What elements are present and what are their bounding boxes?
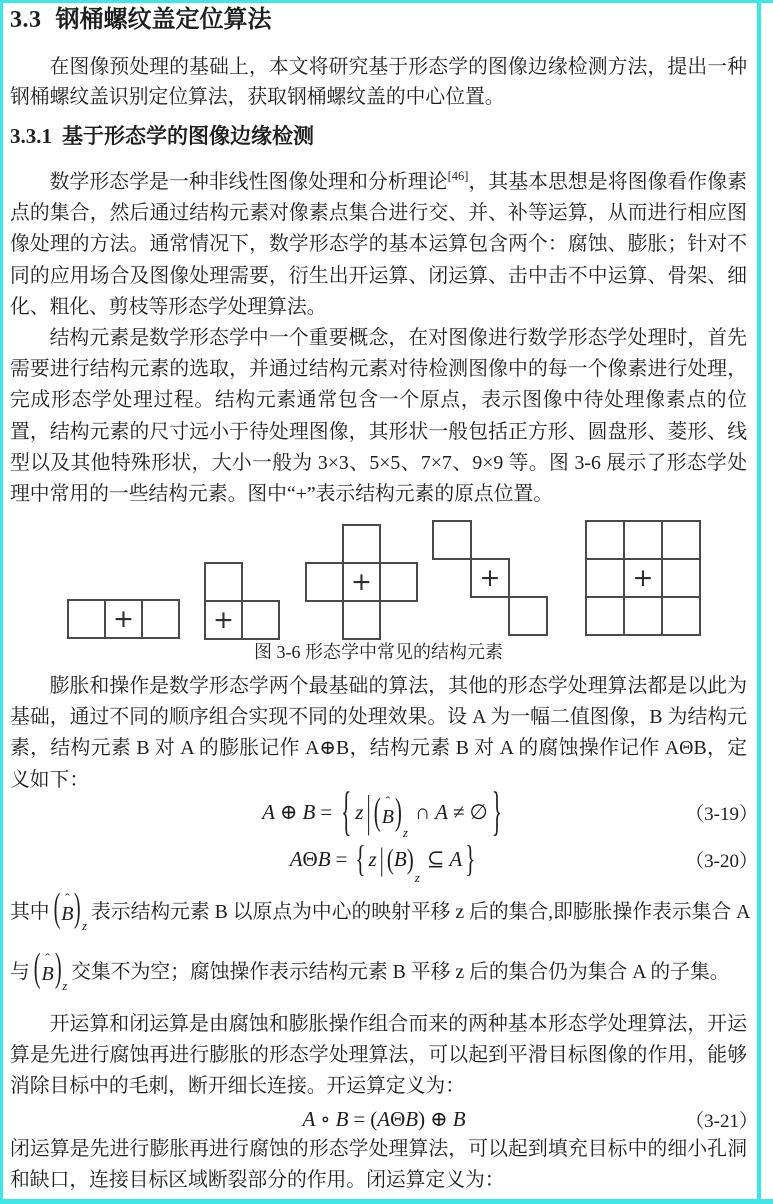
section-title: 钢桶螺纹盖定位算法 (55, 7, 272, 33)
subscript-z: z (414, 869, 420, 885)
equation-3-19 (10, 778, 758, 846)
left-paren: ( (33, 946, 41, 990)
paragraph-intro: 在图像预处理的基础上，本文将研究基于形态学的图像边缘检测方法，提出一种钢桶螺纹盖识别定位算法，获取钢桶螺纹盖的中心位置。 (10, 56, 747, 108)
subsection-title: 基于形态学的图像边缘检测 (62, 124, 314, 148)
left-paren: ( (373, 789, 381, 833)
figure-origin-cell (204, 600, 243, 640)
figure-cell (241, 600, 280, 640)
math-var: z (355, 799, 364, 824)
math-var: B (302, 799, 316, 824)
right-paren: ) (418, 1106, 426, 1131)
such-that-bar: | (366, 785, 371, 837)
equation-number: （3-21） (685, 1110, 758, 1132)
b-hat (381, 794, 394, 828)
subscript-z: z (82, 918, 88, 933)
theta-operator: Θ (302, 846, 318, 871)
equation-3-21-body (302, 1107, 465, 1132)
left-brace: { (341, 780, 352, 842)
left-paren: ( (386, 842, 394, 875)
section-number: 3.3 (10, 7, 42, 33)
left-paren: ( (370, 1106, 378, 1131)
subscript-z: z (62, 978, 68, 993)
ring-operator: ∘ (320, 1106, 331, 1131)
theta-operator: Θ (390, 1106, 406, 1131)
left-paren: ( (53, 886, 61, 930)
subset-operator: ⊆ (426, 846, 445, 871)
math-var: A (435, 799, 448, 824)
paragraph-morphology-text-2: ，其基本思想是将图像看作像素点的集合，然后通过结构元素对像素点集合进行交、并、补等运算，从而进行相应图像处理的方法。通常情况下，数学形态学的基本运算包含两个：腐蚀、膨胀；针对不同的应用场合及图像处理需要，衍生出开运算、闭运算、击中击不中运算、骨架、细化、粗化、剪枝等形态学处理算法。 (10, 171, 747, 318)
figure-cell (342, 524, 381, 564)
equals-sign: = (320, 799, 333, 824)
math-var: B (452, 1106, 466, 1131)
left-brace: { (355, 837, 366, 880)
figure-3-6 (0, 515, 773, 641)
math-var: B (335, 1106, 349, 1131)
such-that-bar: | (379, 840, 384, 877)
subsection-number: 3.3.1 (10, 124, 52, 148)
equation-3-19-body (262, 780, 506, 842)
figure-cell (661, 558, 701, 598)
section-heading-3-3 (10, 6, 747, 34)
paragraph-closing-operation: 闭运算是先进行膨胀再进行腐蚀的形态学处理算法，可以起到填充目标中的细小孔洞和缺口，连接目标区域断裂部分的作用。闭运算定义为： (10, 1138, 747, 1192)
figure-cell (141, 599, 180, 639)
figure-cell (623, 596, 663, 636)
equation-number: （3-19） (685, 803, 758, 825)
figure-caption: 图 3-6 形态学中常见的结构元素 (254, 642, 503, 662)
figure-cell (305, 562, 344, 602)
figure-cell (379, 562, 418, 602)
paragraph-morphology-text: 数学形态学是一种非线性图像处理和分析理论 (49, 171, 448, 193)
figure-cell (585, 596, 625, 636)
equation-3-20 (10, 837, 758, 885)
math-var: A (262, 799, 275, 824)
figure-origin-cell (342, 562, 381, 602)
paragraph-structuring-element: 结构元素是数学形态学中一个重要概念，在对图像进行数学形态学处理时，首先需要进行结构元素的选取，并通过结构元素对待检测图像中的每一个像素进行处理，完成形态学处理过程。结构元素通常包含一个原点，表示图像中待处理像素点的位置，结构元素的尺寸远小于待处理图像，其形状一般包括正方形、圆盘形、菱形、线型以及其他特殊形状，大小一般为 3×3、5×5、7×7、9×9 等。图 3-6 展示了形态学处理中常用的一些结构元素。图中“+”表示结构元素的原点位置。 (10, 327, 747, 506)
math-var: A (377, 1106, 391, 1131)
figure-cell (661, 596, 701, 636)
b-hat-inline-math (53, 886, 88, 933)
hat-accent: ˆ (45, 951, 50, 967)
b-hat-inline-math (33, 946, 68, 993)
figure-cell (204, 562, 243, 602)
paragraph-definition-line-1 (10, 883, 751, 935)
paragraph-definition-line-2 (10, 943, 747, 995)
figure-cell (585, 558, 625, 598)
b-hat (41, 951, 54, 985)
math-var: B (61, 902, 74, 925)
intersection-operator: ∩ (414, 799, 431, 824)
page-border-bottom (0, 1199, 773, 1204)
right-paren: ) (406, 842, 414, 875)
origin-marker: + (351, 566, 372, 596)
figure-cell (342, 600, 381, 640)
paragraph-opening-closing: 开运算和闭运算是由腐蚀和膨胀操作组合而来的两种基本形态学处理算法，开运算是先进行腐蚀再进行膨胀的形态学处理算法，可以起到平滑目标图像的作用，能够消除目标中的毛刺，断开细长连接。开运算定义为： (10, 1013, 747, 1098)
b-hat (61, 891, 74, 925)
figure-origin-cell (623, 558, 663, 598)
origin-marker: + (113, 603, 134, 633)
figure-origin-cell (104, 599, 143, 639)
right-brace: } (465, 837, 476, 880)
figure-cell (661, 520, 701, 560)
figure-cell (432, 520, 472, 560)
math-var: B (41, 962, 54, 985)
text-segment: 表示结构元素 B 以原点为中心的映射平移 z 后的集合,即膨胀操作表示集合 A (91, 900, 751, 923)
oplus-operator: ⊕ (279, 799, 298, 824)
math-var: B (381, 805, 394, 828)
figure-cell (67, 599, 106, 639)
right-brace: } (491, 780, 502, 842)
equals-sign: = (353, 1106, 366, 1131)
math-var: z (368, 846, 377, 871)
math-var: A (449, 846, 463, 871)
page-border-top (0, 0, 773, 3)
text-segment: 与 (10, 960, 30, 983)
math-var: B (393, 846, 407, 871)
figure-cell (585, 520, 625, 560)
paragraph-morphology (10, 167, 747, 323)
empty-set-symbol: ∅ (469, 799, 488, 824)
origin-marker: + (213, 604, 234, 634)
not-equal-sign: ≠ (452, 799, 465, 824)
math-var: B (405, 1106, 419, 1131)
right-paren: ( (74, 886, 82, 930)
text-segment: 交集不为空；腐蚀操作表示结构元素 B 平移 z 后的集合仍为集合 A 的子集。 (71, 960, 730, 983)
right-paren: ) (394, 789, 402, 833)
figure-cell (623, 520, 663, 560)
equation-3-21 (10, 1103, 758, 1135)
citation-46: [46] (447, 169, 469, 183)
hat-accent: ˆ (65, 891, 70, 907)
right-paren: ( (54, 946, 62, 990)
hat-accent: ˆ (385, 794, 391, 810)
origin-marker: + (479, 562, 501, 592)
paragraph-dilation-erosion: 膨胀和操作是数学形态学两个最基础的算法，其他的形态学处理算法都是以此为基础，通过不同的顺序组合实现不同的处理效果。设 A 为一幅二值图像，B 为结构元素，结构元素 B 对 A 的膨胀记作 A⊕B，结构元素 B 对 A 的腐蚀操作记作 AΘB，定义如下： (10, 675, 747, 791)
origin-marker: + (632, 562, 654, 592)
math-var: B (317, 846, 331, 871)
equation-3-20-body (289, 837, 479, 885)
subscript-z: z (402, 824, 408, 840)
equation-number: （3-20） (685, 850, 758, 872)
math-var: A (302, 1106, 316, 1131)
figure-origin-cell (470, 558, 510, 598)
subsection-heading-3-3-1 (10, 123, 747, 149)
figure-cell (508, 596, 548, 636)
math-var: A (289, 846, 303, 871)
text-segment: 其中 (10, 900, 50, 923)
equals-sign: = (335, 846, 348, 871)
oplus-operator: ⊕ (430, 1106, 448, 1131)
